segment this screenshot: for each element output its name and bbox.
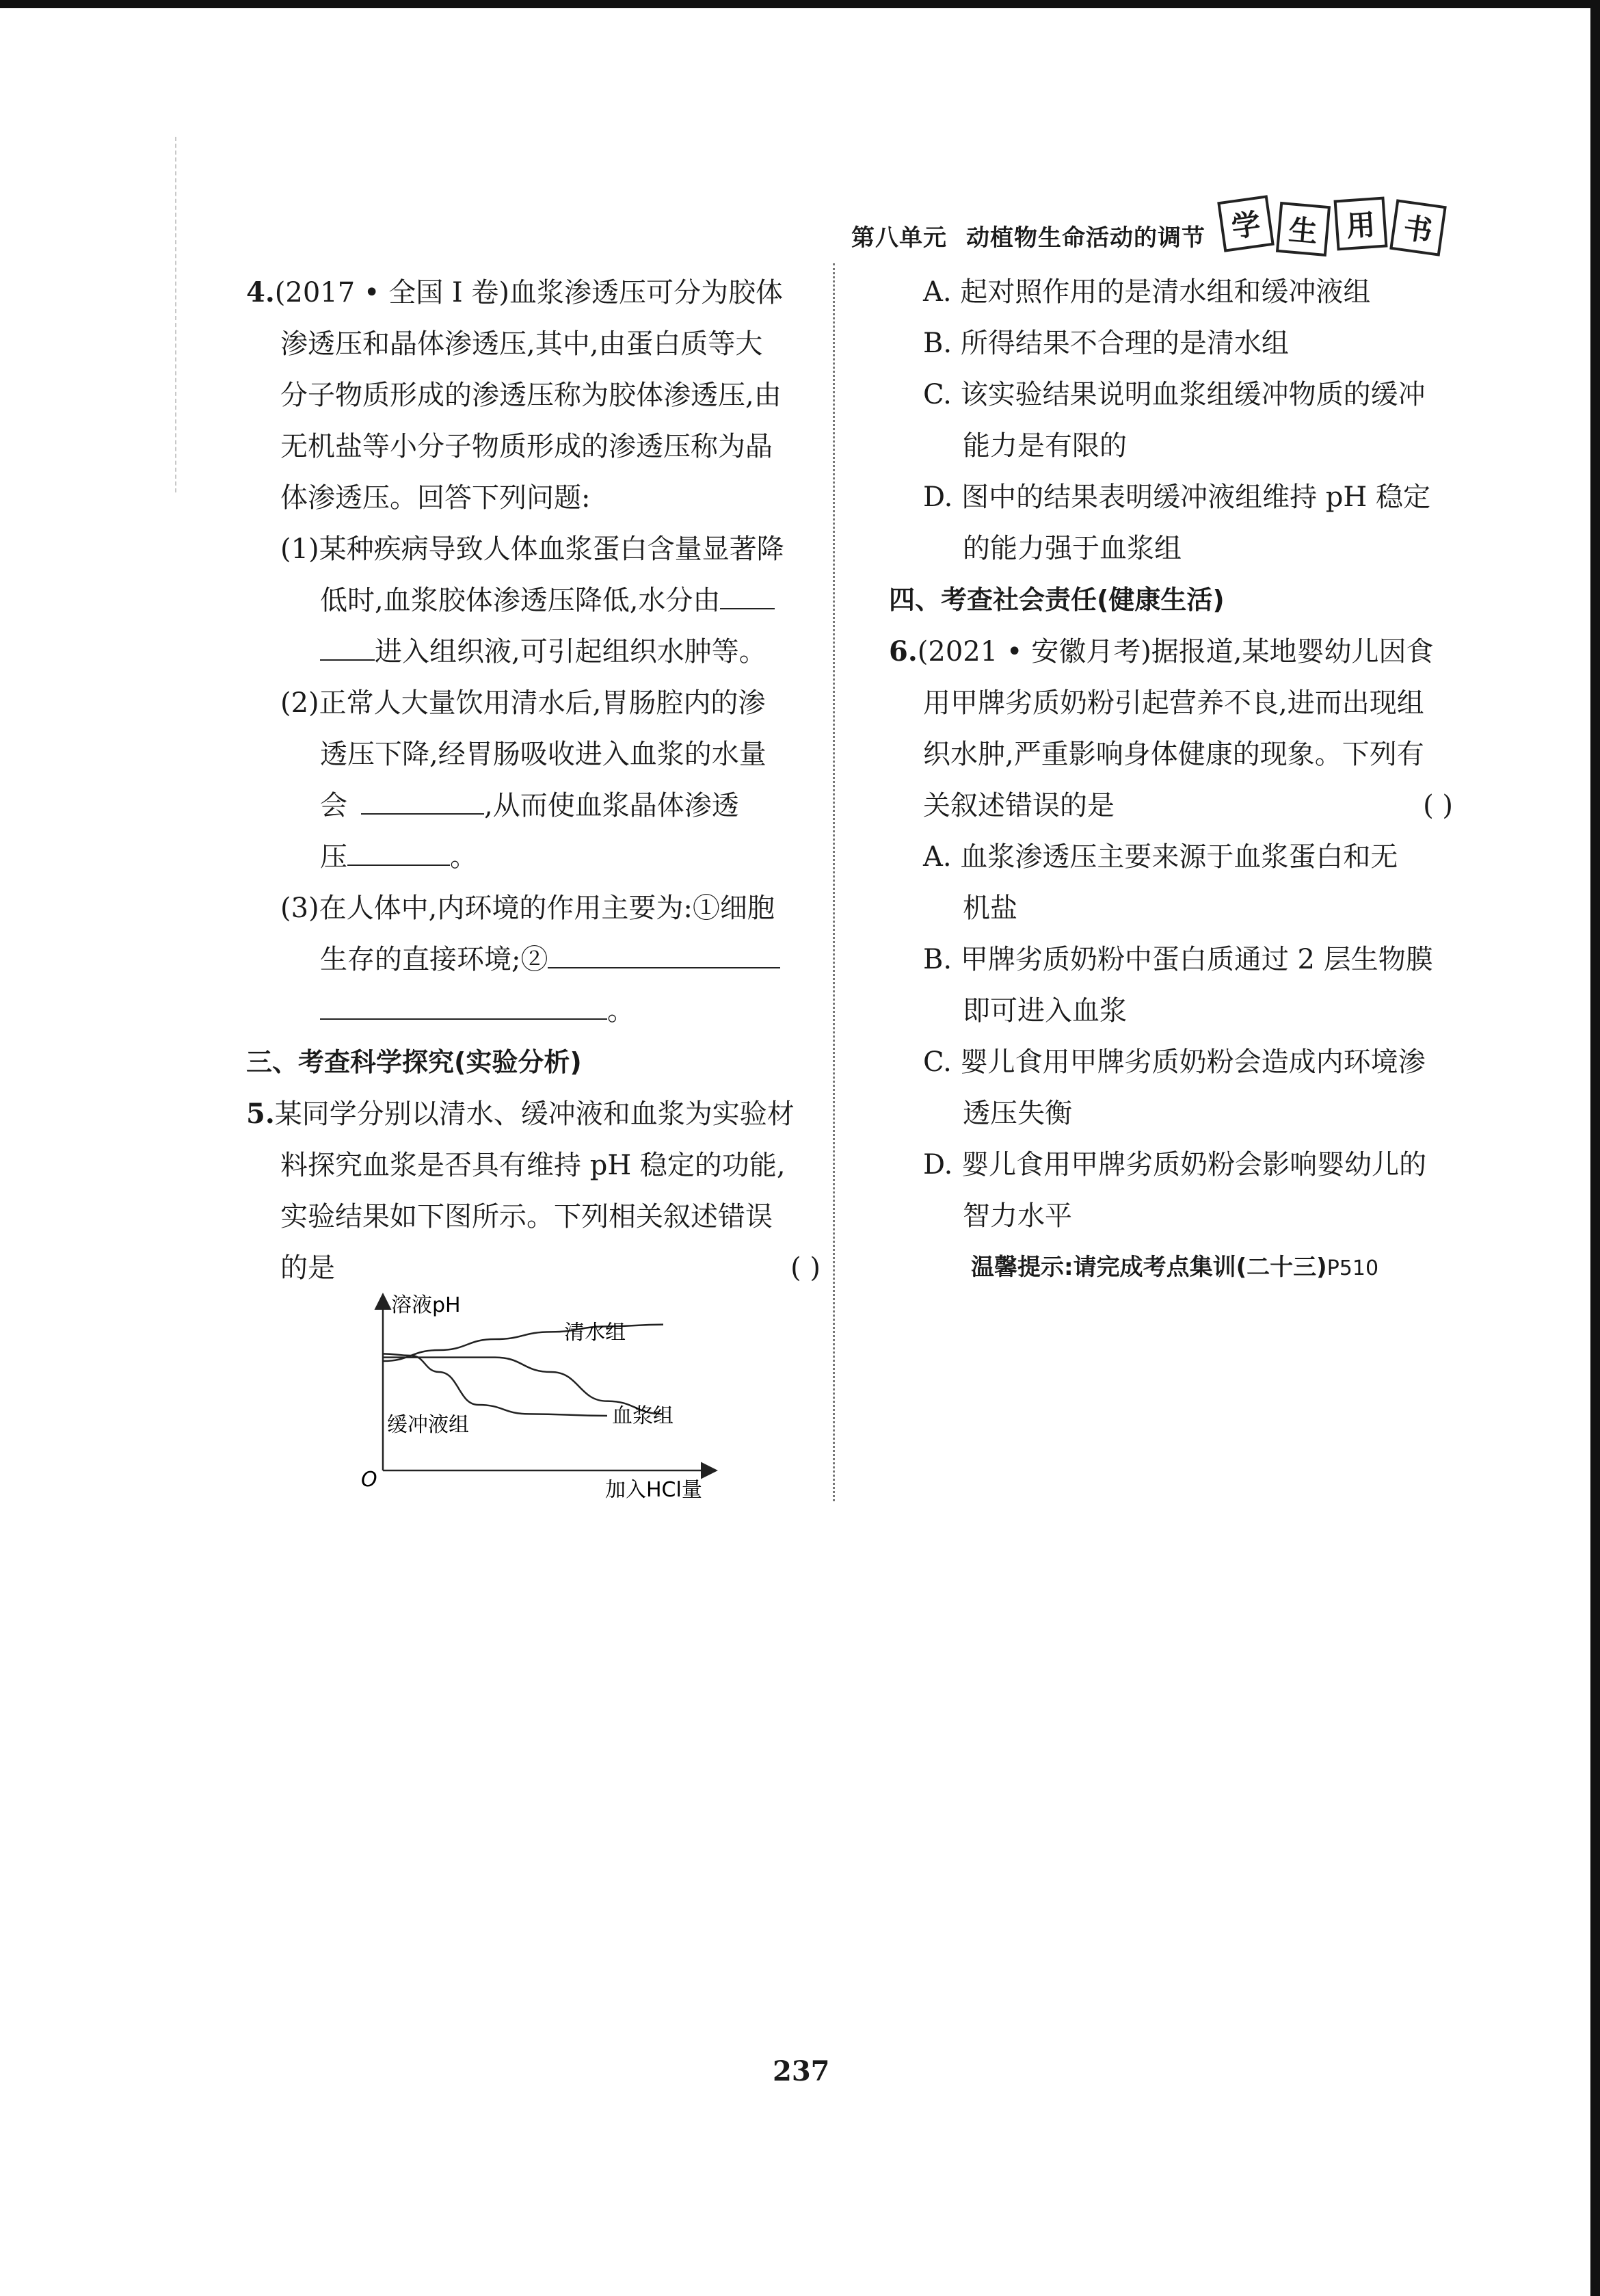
q4-sub3-line bbox=[246, 986, 821, 1037]
q4-sub2-text: 压 bbox=[320, 841, 347, 873]
scan-right-border bbox=[1590, 0, 1600, 2296]
q6-line bbox=[889, 626, 1453, 678]
question-6 bbox=[889, 626, 1453, 1242]
q6-line bbox=[889, 780, 1453, 832]
q4-line bbox=[246, 267, 821, 319]
margin-line bbox=[175, 137, 178, 492]
question-number: 6. bbox=[889, 635, 918, 668]
q4-line: 无机盐等小分子物质形成的渗透压称为晶 bbox=[280, 431, 773, 462]
question-4 bbox=[246, 267, 821, 1037]
stamp-char: 书 bbox=[1389, 199, 1447, 256]
column-divider bbox=[833, 263, 835, 1501]
ph-chart bbox=[342, 1286, 732, 1518]
q4-sub3-line: (3)在人体中,内环境的作用主要为:①细胞 bbox=[280, 893, 775, 924]
q4-sub2-line: 透压下降,经胃肠吸收进入血浆的水量 bbox=[320, 739, 766, 770]
series-label-buffer: 缓冲液组 bbox=[387, 1413, 469, 1437]
q4-sub2-line: (2)正常人大量饮用清水后,胃肠腔内的渗 bbox=[280, 687, 766, 719]
option-b-cont: 即可进入血浆 bbox=[963, 995, 1127, 1027]
option-a[interactable]: A. 血浆渗透压主要来源于血浆蛋白和无 bbox=[923, 841, 1398, 873]
study-tip bbox=[971, 1248, 1378, 1282]
option-b[interactable]: B. 所得结果不合理的是清水组 bbox=[923, 328, 1289, 359]
question-number: 4. bbox=[246, 276, 275, 308]
answer-blank[interactable] bbox=[720, 581, 775, 609]
q4-line: 分子物质形成的渗透压称为胶体渗透压,由 bbox=[280, 380, 782, 411]
question-5 bbox=[246, 1088, 821, 1294]
unit-label: 第八单元 bbox=[851, 224, 947, 252]
answer-blank[interactable] bbox=[320, 632, 375, 661]
q4-line: 渗透压和晶体渗透压,其中,由蛋白质等大 bbox=[280, 328, 763, 360]
q4-sub2-text: ,从而使血浆晶体渗透 bbox=[484, 790, 739, 821]
series-label-water: 清水组 bbox=[564, 1321, 626, 1345]
q6-text: 关叙述错误的是 bbox=[923, 790, 1115, 821]
option-c-cont: 能力是有限的 bbox=[963, 430, 1127, 462]
q4-sub1-text: 低时,血浆胶体渗透压降低,水分由 bbox=[320, 585, 721, 616]
option-a[interactable]: A. 起对照作用的是清水组和缓冲液组 bbox=[923, 276, 1371, 308]
option-d[interactable]: D. 图中的结果表明缓冲液组维持 pH 稳定 bbox=[923, 481, 1430, 513]
q6-line: 用甲牌劣质奶粉引起营养不良,进而出现组 bbox=[923, 687, 1424, 719]
section-heading-3: 三、考查科学探究(实验分析) bbox=[246, 1047, 582, 1077]
q5-line: 料探究血浆是否具有维持 pH 稳定的功能, bbox=[280, 1150, 786, 1181]
stamp-char: 学 bbox=[1217, 195, 1275, 252]
option-b[interactable]: B. 甲牌劣质奶粉中蛋白质通过 2 层生物膜 bbox=[923, 944, 1433, 975]
q5-text: 的是 bbox=[280, 1252, 335, 1284]
option-c[interactable]: C. 婴儿食用甲牌劣质奶粉会造成内环境渗 bbox=[923, 1046, 1426, 1078]
tip-page-ref: P510 bbox=[1326, 1256, 1379, 1280]
option-d-cont: 的能力强于血浆组 bbox=[963, 533, 1182, 564]
header-text bbox=[851, 219, 1205, 252]
answer-blank[interactable] bbox=[320, 991, 607, 1020]
q4-sub2-line bbox=[246, 780, 821, 832]
q4-sub2-line bbox=[246, 832, 821, 883]
question-number: 5. bbox=[246, 1098, 275, 1130]
chart-svg bbox=[342, 1286, 732, 1518]
option-c-cont: 透压失衡 bbox=[963, 1098, 1072, 1129]
left-column bbox=[246, 267, 821, 1294]
answer-paren[interactable]: ( ) bbox=[790, 1252, 821, 1284]
q6-text: (2021 • 安徽月考)据报道,某地婴幼儿因食 bbox=[917, 636, 1434, 668]
option-c[interactable]: C. 该实验结果说明血浆组缓冲物质的缓冲 bbox=[923, 379, 1426, 410]
q4-sub3-text: 。 bbox=[607, 995, 635, 1027]
right-column bbox=[889, 267, 1453, 1242]
series-line-buffer bbox=[383, 1354, 607, 1416]
option-d[interactable]: D. 婴儿食用甲牌劣质奶粉会影响婴幼儿的 bbox=[923, 1149, 1427, 1180]
student-book-stamp bbox=[1221, 198, 1443, 254]
answer-paren[interactable]: ( ) bbox=[1423, 790, 1453, 821]
q4-text: (2017 • 全国 Ⅰ 卷)血浆渗透压可分为胶体 bbox=[274, 277, 784, 308]
q4-sub3-line bbox=[246, 934, 821, 986]
q4-line: 体渗透压。回答下列问题: bbox=[280, 482, 591, 514]
answer-blank[interactable] bbox=[548, 940, 780, 968]
tip-text: 温馨提示:请完成考点集训(二十三) bbox=[971, 1254, 1327, 1281]
q5-options bbox=[889, 267, 1453, 575]
section-heading-4: 四、考查社会责任(健康生活) bbox=[889, 585, 1225, 615]
stamp-char: 生 bbox=[1276, 202, 1331, 256]
q6-line: 织水肿,严重影响身体健康的现象。下列有 bbox=[923, 739, 1424, 770]
q4-sub2-text: 。 bbox=[450, 841, 477, 873]
answer-blank[interactable] bbox=[361, 786, 484, 815]
q4-sub1-text: 进入组织液,可引起组织水肿等。 bbox=[375, 636, 766, 668]
stamp-char: 用 bbox=[1334, 197, 1388, 251]
q4-sub1-line bbox=[246, 575, 821, 626]
series-label-plasma: 血浆组 bbox=[612, 1404, 674, 1428]
q4-sub2-text: 会 bbox=[320, 790, 347, 821]
answer-blank[interactable] bbox=[347, 837, 450, 866]
x-axis-label: 加入HCl量 bbox=[605, 1478, 702, 1502]
chapter-title: 动植物生命活动的调节 bbox=[966, 224, 1205, 252]
q4-sub1-line bbox=[246, 626, 821, 678]
option-a-cont: 机盐 bbox=[963, 893, 1017, 924]
y-axis-label: 溶液pH bbox=[391, 1293, 461, 1317]
origin-label: O bbox=[361, 1468, 377, 1492]
q4-sub1-line: (1)某种疾病导致人体血浆蛋白含量显著降 bbox=[280, 533, 784, 565]
scan-top-border bbox=[0, 0, 1600, 8]
scan-footer-mark bbox=[622, 2269, 704, 2290]
q5-text: 某同学分别以清水、缓冲液和血浆为实验材 bbox=[274, 1098, 795, 1130]
q4-sub3-text: 生存的直接环境;② bbox=[320, 944, 548, 975]
running-header bbox=[851, 198, 1446, 274]
page-number: 237 bbox=[773, 2055, 830, 2087]
option-d-cont: 智力水平 bbox=[963, 1200, 1072, 1232]
q5-line: 实验结果如下图所示。下列相关叙述错误 bbox=[280, 1201, 773, 1232]
q5-line bbox=[246, 1088, 821, 1140]
